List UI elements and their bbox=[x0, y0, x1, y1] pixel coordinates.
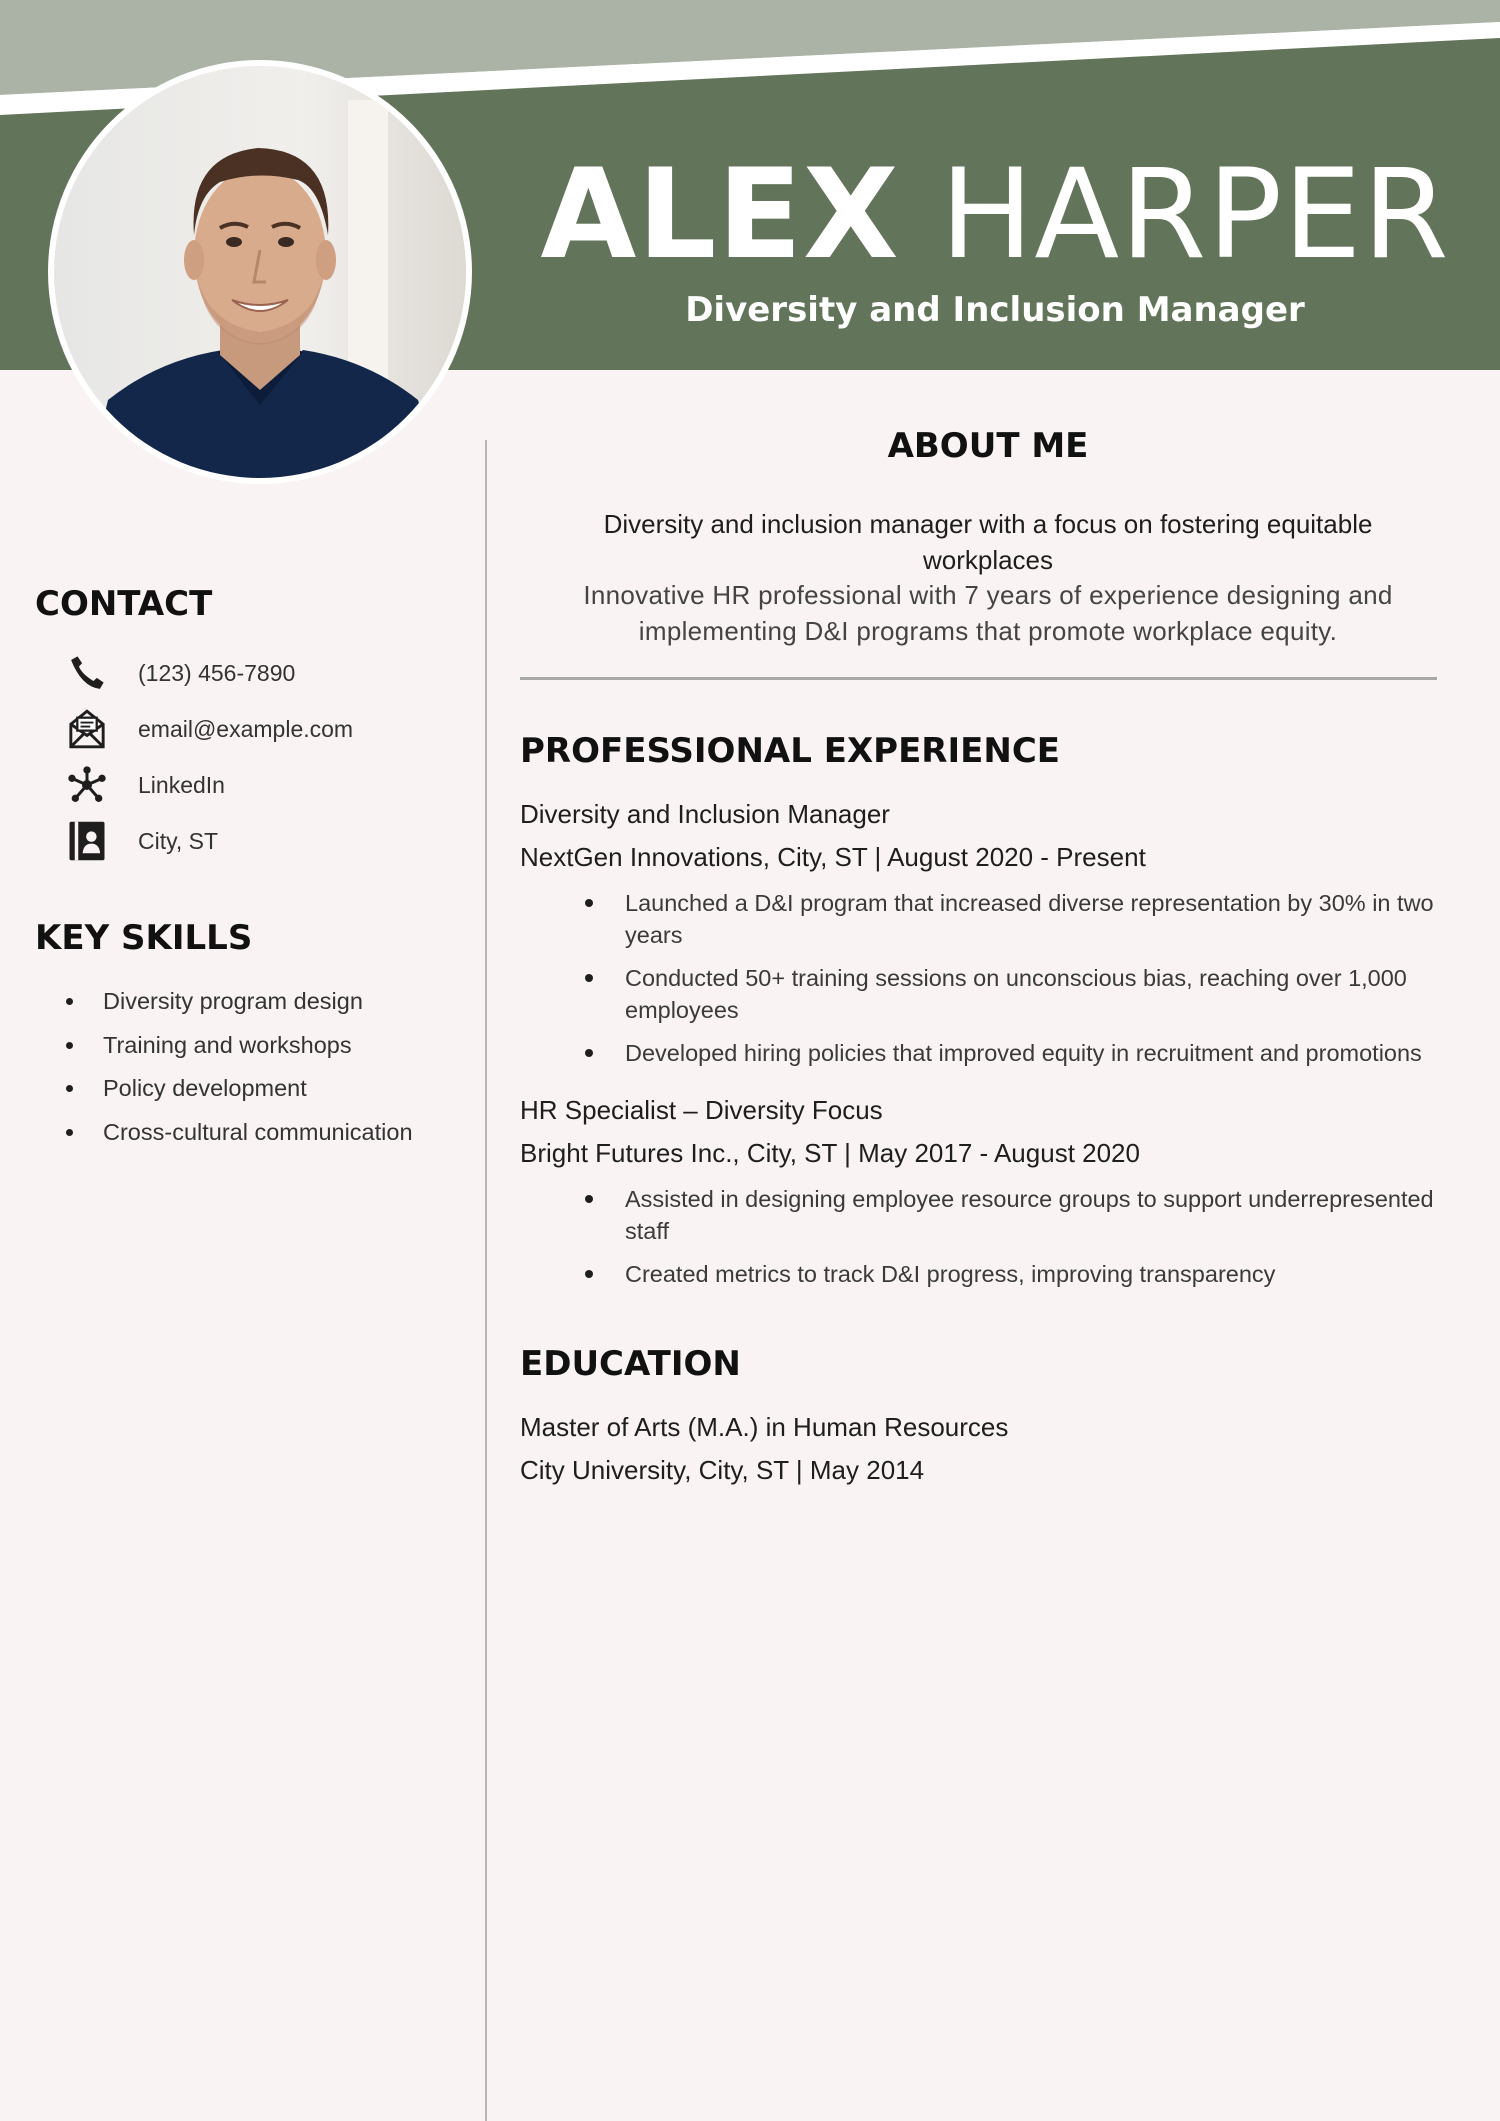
about-body: Innovative HR professional with 7 years of experience designing and implementing D&I programs that promote workplace equity. bbox=[583, 580, 1393, 646]
bullet-text: Conducted 50+ training sessions on unconscious bias, reaching over 1,000 employees bbox=[625, 965, 1407, 1023]
list-item bbox=[66, 1024, 413, 1068]
list-item bbox=[66, 1067, 413, 1111]
list-item bbox=[66, 980, 413, 1024]
profile-photo bbox=[48, 60, 472, 484]
candidate-name bbox=[520, 140, 1470, 290]
skills-heading: KEY SKILLS bbox=[35, 918, 253, 958]
contact-linkedin bbox=[62, 762, 225, 808]
bullet-dot bbox=[585, 1195, 593, 1203]
email-icon bbox=[62, 706, 112, 752]
job-meta: NextGen Innovations, City, ST | August 2020 - Present bbox=[520, 842, 1146, 872]
experience-heading: PROFESSIONAL EXPERIENCE bbox=[520, 731, 1060, 771]
degree: Master of Arts (M.A.) in Human Resources bbox=[520, 1412, 1009, 1442]
list-item bbox=[585, 1258, 1455, 1290]
bullet-text: Developed hiring policies that improved equity in recruitment and promotions bbox=[625, 1040, 1422, 1066]
bullet-dot bbox=[585, 974, 593, 982]
section-divider bbox=[520, 677, 1437, 680]
list-item bbox=[585, 887, 1455, 951]
bullet-text: Created metrics to track D&I progress, improving transparency bbox=[625, 1261, 1276, 1287]
last-name: HARPER bbox=[940, 143, 1450, 287]
job-role: Diversity and Inclusion Manager bbox=[520, 799, 890, 829]
skill-text: Training and workshops bbox=[103, 1031, 352, 1058]
bullet-dot bbox=[66, 1042, 73, 1049]
list-item bbox=[585, 1037, 1455, 1069]
list-item bbox=[66, 1111, 413, 1155]
phone-text: (123) 456-7890 bbox=[138, 659, 296, 686]
email-text: email@example.com bbox=[138, 715, 354, 742]
bullet-dot bbox=[66, 1085, 73, 1092]
job-role: HR Specialist – Diversity Focus bbox=[520, 1095, 883, 1125]
bullet-dot bbox=[585, 1270, 593, 1278]
first-name: ALEX bbox=[540, 143, 900, 287]
bullet-dot bbox=[66, 1129, 73, 1136]
skill-text: Diversity program design bbox=[103, 988, 363, 1015]
skill-text: Cross-cultural communication bbox=[103, 1118, 413, 1145]
education-heading: EDUCATION bbox=[520, 1344, 741, 1384]
list-item bbox=[585, 1183, 1455, 1247]
education-meta: City University, City, ST | May 2014 bbox=[520, 1455, 925, 1485]
linkedin-text: LinkedIn bbox=[138, 771, 225, 798]
skills-list bbox=[66, 980, 413, 1154]
job-bullets bbox=[585, 1183, 1455, 1301]
job-bullets bbox=[585, 887, 1455, 1080]
network-icon bbox=[62, 762, 112, 808]
bullet-text: Launched a D&I program that increased diverse representation by 30% in two years bbox=[625, 890, 1434, 948]
contact-location bbox=[62, 818, 218, 864]
column-divider bbox=[485, 440, 487, 2121]
contact-email bbox=[62, 706, 353, 752]
contact-phone bbox=[62, 650, 295, 696]
job-title: Diversity and Inclusion Manager bbox=[685, 290, 1305, 330]
bullet-dot bbox=[585, 899, 593, 907]
about-heading: ABOUT ME bbox=[887, 426, 1089, 466]
bullet-dot bbox=[585, 1049, 593, 1057]
location-text: City, ST bbox=[138, 827, 219, 854]
bullet-dot bbox=[66, 998, 73, 1005]
contact-card-icon bbox=[62, 818, 112, 864]
bullet-text: Assisted in designing employee resource groups to support underrepresented staff bbox=[625, 1186, 1434, 1244]
phone-icon bbox=[62, 650, 112, 696]
job-meta: Bright Futures Inc., City, ST | May 2017 - August 2020 bbox=[520, 1138, 1140, 1168]
contact-heading: CONTACT bbox=[35, 584, 213, 624]
about-lead: Diversity and inclusion manager with a focus on fostering equitable workplaces bbox=[603, 509, 1373, 575]
skill-text: Policy development bbox=[103, 1075, 307, 1102]
list-item bbox=[585, 962, 1455, 1026]
